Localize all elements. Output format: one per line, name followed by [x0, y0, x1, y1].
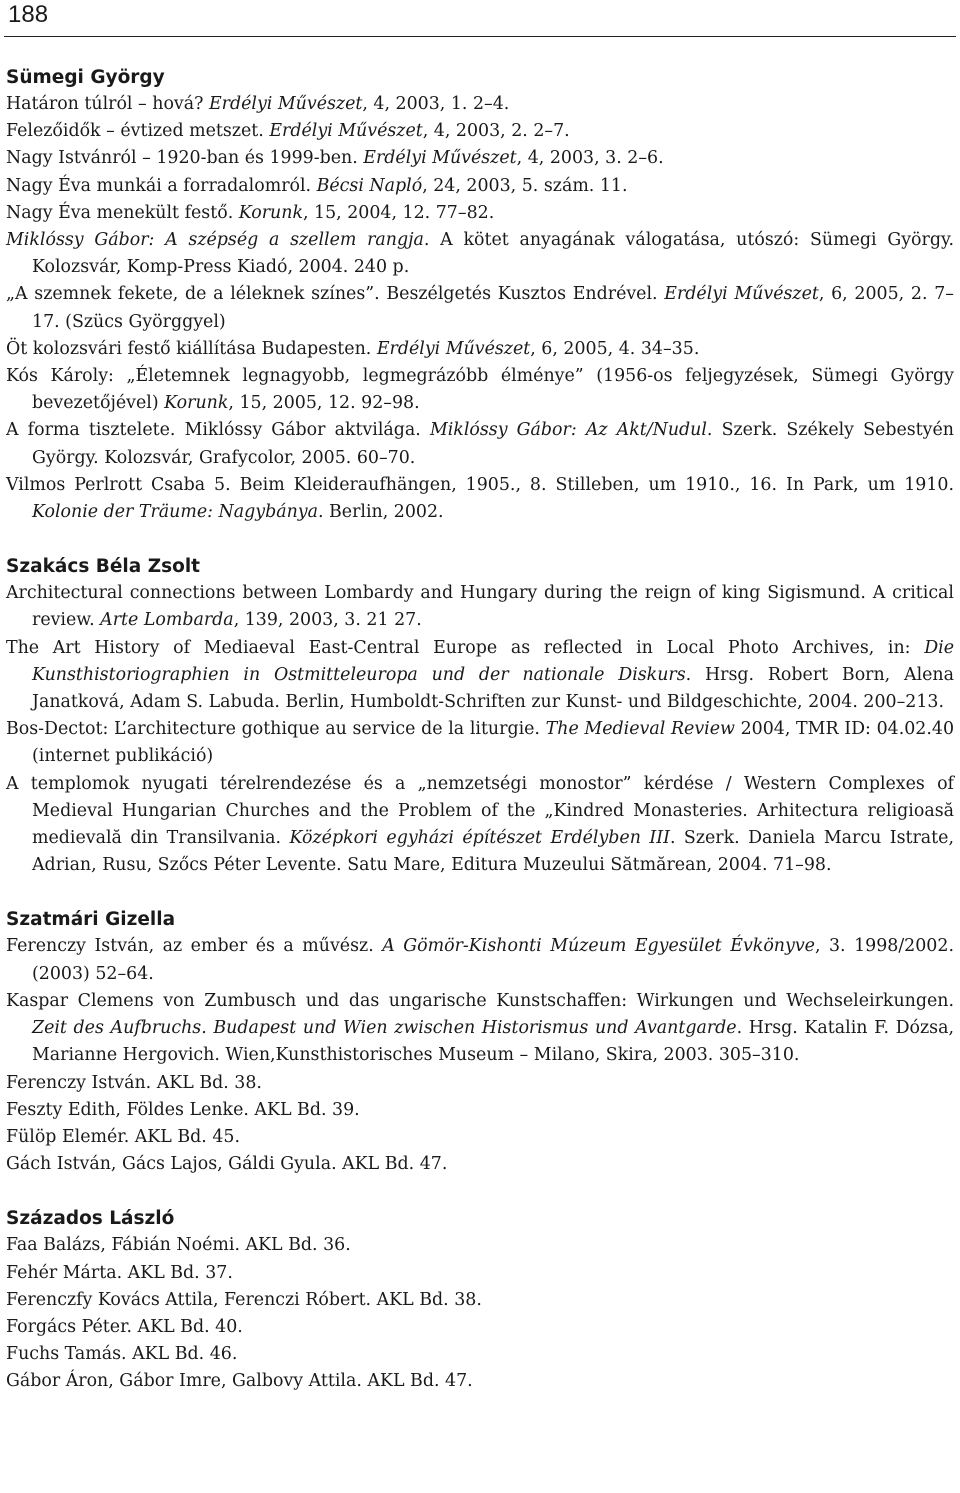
bibliography-content — [6, 64, 954, 1423]
bibliography-entry — [6, 1151, 954, 1178]
entry-text: Ferenczfy Kovács Attila, Ferenczi Róbert. AKL Bd. 38. — [6, 1289, 482, 1310]
entry-text: A templomok nyugati térelrendezése és a „nemzetségi monostor” kérdése / Western Complexes of Medieval Hungarian Churches and the Problem of the „Kindred Monasteries. Arhitectura religioasă medievală din Transilvania. — [6, 773, 954, 849]
bibliography-entry — [6, 227, 954, 281]
entry-text: Gábor Áron, Gábor Imre, Galbovy Attila. AKL Bd. 47. — [6, 1371, 473, 1392]
entry-text: Kós Károly: „Életemnek legnagyobb, legmegrázóbb élménye” (1956-os feljegyzések, Sümegi György bevezetőjével) — [6, 366, 954, 414]
entry-text: . Hrsg. Robert Born, Alena Janatková, Adam S. Labuda. Berlin, Humboldt-Schriften zur Kunst- und Bildgeschichte, 2004. 200–213. — [32, 664, 954, 713]
entry-text: , 15, 2004, 12. 77–82. — [303, 202, 495, 223]
bibliography-entry — [6, 580, 954, 634]
entry-text: Forgács Péter. AKL Bd. 40. — [6, 1316, 243, 1337]
entry-text: Gách István, Gács Lajos, Gáldi Gyula. AKL Bd. 47. — [6, 1154, 448, 1175]
entry-text: , 139, 2003, 3. 21 27. — [233, 610, 422, 631]
author-section — [6, 64, 954, 526]
entry-text: . Szerk. Daniela Marcu Istrate, Adrian, Rusu, Szőcs Péter Levente. Satu Mare, Editura Muzeului Sătmărean, 2004. 71–98. — [32, 828, 954, 876]
bibliography-entry — [6, 336, 954, 363]
entry-text: , 6, 2005, 4. 34–35. — [530, 338, 700, 359]
entry-text: . Hrsg. Katalin F. Dózsa, Marianne Hergovich. Wien,Kunsthistorisches Museum – Milano, Skira, 2003. 305–310. — [32, 1018, 954, 1066]
entry-text: Feszty Edith, Földes Lenke. AKL Bd. 39. — [6, 1099, 360, 1120]
page-number: 188 — [8, 1, 49, 28]
entry-text: , 15, 2005, 12. 92–98. — [228, 393, 420, 414]
author-section — [6, 553, 954, 879]
entry-text: . A kötet anyagának válogatása, utószó: Sümegi György. Kolozsvár, Komp-Press Kiadó, 2004. 240 p. — [32, 230, 954, 278]
entry-title-italic: Erdélyi Művészet — [269, 121, 423, 142]
entry-text: Ferenczy István, az ember és a művész. — [6, 936, 383, 957]
bibliography-entry — [6, 635, 954, 717]
author-name: Százados László — [6, 1208, 175, 1230]
entry-text: A forma tisztelete. Miklóssy Gábor aktvilága. — [6, 420, 430, 441]
entry-text: Vilmos Perlrott Csaba 5. Beim Kleideraufhängen, 1905., 8. Stilleben, um 1910., 16. In Park, um 1910. — [6, 474, 954, 495]
entry-text: , 4, 2003, 3. 2–6. — [516, 148, 664, 169]
bibliography-entry — [6, 1314, 954, 1341]
bibliography-entry — [6, 173, 954, 200]
entry-title-italic: Arte Lombarda — [100, 610, 234, 631]
entry-text: Nagy Istvánról – 1920-ban és 1999-ben. — [6, 148, 364, 169]
bibliography-entry — [6, 91, 954, 118]
entry-title-italic: Die Kunsthistoriographien in Ostmitteleuropa und der nationale Diskurs — [32, 637, 954, 685]
entry-text: Architectural connections between Lombardy and Hungary during the reign of king Sigismund. A critical review. — [6, 583, 954, 631]
bibliography-entry — [6, 1097, 954, 1124]
entry-title-italic: Zeit des Aufbruchs. Budapest und Wien zwischen Historismus und Avantgarde — [32, 1018, 737, 1039]
author-name: Sümegi György — [6, 67, 165, 88]
bibliography-entry — [6, 145, 954, 172]
entry-text: , 4, 2003, 2. 2–7. — [422, 121, 570, 142]
bibliography-entry — [6, 771, 954, 880]
bibliography-entry — [6, 118, 954, 145]
entry-title-italic: Miklóssy Gábor: Az Akt/Nudul — [429, 420, 707, 441]
entry-text: Faa Balázs, Fábián Noémi. AKL Bd. 36. — [6, 1235, 351, 1256]
entry-text: Fehér Márta. AKL Bd. 37. — [6, 1262, 233, 1283]
bibliography-entry — [6, 417, 954, 471]
bibliography-entry — [6, 1368, 954, 1395]
entry-title-italic: Korunk — [238, 202, 303, 223]
bibliography-entry — [6, 1260, 954, 1287]
entry-text: Kaspar Clemens von Zumbusch und das ungarische Kunstschaffen: Wirkungen und Wechseleirkungen. — [6, 990, 954, 1011]
author-section — [6, 1205, 954, 1395]
entry-text: , 3. 1998/2002. (2003) 52–64. — [32, 936, 954, 984]
entry-title-italic: The Medieval Review — [545, 719, 735, 740]
entry-text: Nagy Éva munkái a forradalomról. — [6, 175, 317, 196]
entry-text: Határon túlról – hová? — [6, 94, 209, 114]
entry-title-italic: Bécsi Napló — [316, 175, 423, 196]
entry-title-italic: Erdélyi Művészet — [363, 148, 517, 169]
bibliography-entry — [6, 281, 954, 335]
entry-text: Ferenczy István. AKL Bd. 38. — [6, 1072, 262, 1093]
entry-title-italic: Erdélyi Művészet — [208, 94, 363, 114]
entry-text: Öt kolozsvári festő kiállítása Budapesten. — [6, 338, 377, 359]
entry-title-italic: Erdélyi Művészet — [376, 338, 531, 359]
bibliography-entry — [6, 1341, 954, 1368]
entry-text: . Berlin, 2002. — [317, 502, 444, 523]
entry-text: „A szemnek fekete, de a léleknek színes”. Beszélgetés Kusztos Endrével. — [6, 284, 665, 305]
bibliography-entry — [6, 200, 954, 227]
entry-text: Felezőidők – évtized metszet. — [6, 121, 270, 142]
entry-text: The Art History of Mediaeval East-Central Europe as reflected in Local Photo Archives, in: — [6, 637, 925, 658]
entry-title-italic: A Gömör-Kishonti Múzeum Egyesület Évkönyve — [382, 936, 815, 957]
entry-text: . Szerk. Székely Sebestyén György. Kolozsvár, Grafycolor, 2005. 60–70. — [32, 420, 954, 468]
entry-text: Fülöp Elemér. AKL Bd. 45. — [6, 1126, 240, 1147]
entry-title-italic: Miklóssy Gábor: A szépség a szellem rangja — [6, 230, 424, 251]
bibliography-entry — [6, 988, 954, 1070]
entry-text: , 24, 2003, 5. szám. 11. — [422, 175, 628, 196]
bibliography-entry — [6, 933, 954, 987]
bibliography-entry — [6, 1124, 954, 1151]
entry-text: , 6, 2005, 2. 7–17. (Szücs Györggyel) — [32, 284, 954, 332]
author-name: Szakács Béla Zsolt — [6, 556, 201, 578]
entry-title-italic: Középkori egyházi építészet Erdélyben III — [289, 828, 670, 849]
entry-title-italic: Korunk — [164, 393, 229, 414]
entry-text: Nagy Éva menekült festő. — [6, 202, 239, 223]
author-section — [6, 906, 954, 1178]
entry-title-italic: Erdélyi Művészet — [664, 284, 819, 305]
bibliography-entry — [6, 1232, 954, 1259]
bibliography-entry — [6, 1287, 954, 1314]
header-rule — [4, 36, 956, 37]
entry-text: 2004, TMR ID: 04.02.40 (internet publikáció) — [32, 719, 955, 767]
entry-text: Bos-Dectot: L’architecture gothique au service de la liturgie. — [6, 719, 546, 740]
entry-text: , 4, 2003, 1. 2–4. — [362, 94, 510, 114]
bibliography-entry — [6, 716, 954, 770]
bibliography-entry — [6, 363, 954, 417]
bibliography-entry — [6, 1070, 954, 1097]
entry-text: Fuchs Tamás. AKL Bd. 46. — [6, 1344, 238, 1365]
author-name: Szatmári Gizella — [6, 909, 176, 931]
entry-title-italic: Kolonie der Träume: Nagybánya — [32, 502, 318, 523]
bibliography-entry — [6, 472, 954, 526]
